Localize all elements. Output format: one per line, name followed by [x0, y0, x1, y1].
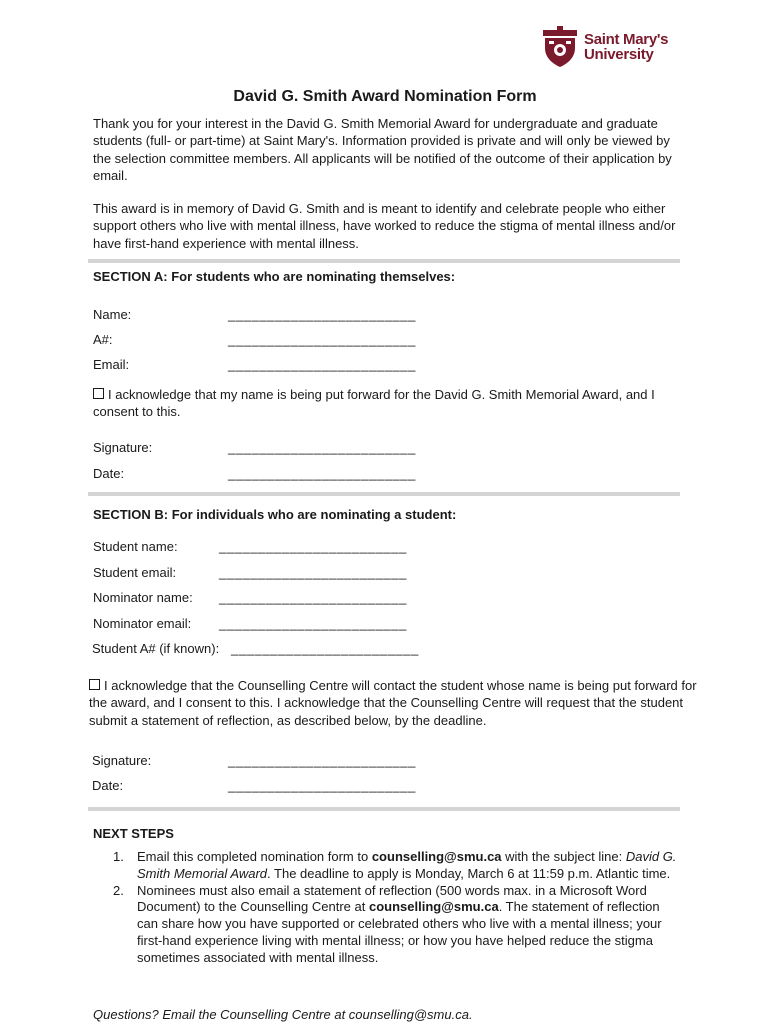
date-label: Date:: [93, 466, 125, 481]
student-a-number-field[interactable]: ________________________: [231, 641, 419, 656]
list-item: [113, 883, 683, 967]
intro-paragraph: Thank you for your interest in the David G. Smith Memorial Award for undergraduate and graduate students (full- or part-time) at Saint Mary's. Information provided is private and will only be viewed by the selection committee members. All applicants will be notified of the outcome of their application by email.: [93, 116, 672, 183]
student-name-field[interactable]: ________________________: [219, 539, 407, 554]
section-a-title: SECTION A: For students who are nominating themselves:: [93, 269, 456, 284]
step-text: Email this completed nomination form to: [137, 849, 372, 864]
nominator-consent-checkbox[interactable]: [89, 679, 100, 690]
student-email-field[interactable]: ________________________: [219, 565, 407, 580]
signature-label: Signature:: [93, 440, 153, 455]
step-text: . The statement of reflection can share how you have supported or celebrated others who live with a mental illness; your first-hand experience living with mental illness; or how you have helped reduce the stigma sometimes associated with mental illness.: [137, 899, 662, 965]
date-field[interactable]: ________________________: [228, 466, 416, 481]
list-item: [113, 849, 683, 883]
step-text: Nominees must also email a statement of reflection (500 words max. in a Microsoft Word Document) to the Counselling Centre at: [137, 882, 647, 915]
email-label: Email:: [93, 357, 130, 372]
self-consent-statement: [93, 386, 688, 421]
signature-field[interactable]: ________________________: [228, 440, 416, 455]
section-b-title: SECTION B: For individuals who are nominating a student:: [93, 507, 457, 522]
memorial-paragraph: This award is in memory of David G. Smith and is meant to identify and celebrate people who either support others who live with mental illness, have worked to reduce the stigma of mental illness and/or have first-hand experience with mental illness.: [93, 201, 676, 251]
student-email-label: Student email:: [93, 565, 177, 580]
self-consent-text: I acknowledge that my name is being put forward for the David G. Smith Memorial Award, and I consent to this.: [93, 387, 655, 420]
logo-line-1: Saint Mary's: [584, 31, 669, 48]
student-name-label: Student name:: [93, 539, 178, 554]
name-label: Name:: [93, 307, 132, 322]
nominator-email-field[interactable]: ________________________: [219, 616, 407, 631]
subject-line-text: David G. Smith Memorial Award: [137, 849, 677, 881]
section-divider: [88, 492, 680, 496]
nominator-signature-label: Signature:: [92, 753, 152, 768]
name-field[interactable]: ________________________: [228, 307, 416, 322]
student-a-number-label: Student A# (if known):: [92, 641, 220, 656]
section-divider: [88, 807, 680, 811]
nominator-email-label: Nominator email:: [93, 616, 192, 631]
section-divider: [88, 259, 680, 263]
nominator-signature-field[interactable]: ________________________: [228, 753, 416, 768]
nominator-consent-text: I acknowledge that the Counselling Centre will contact the student whose name is being put forward for the award, and I consent to this. I acknowledge that the Counselling Centre will request that the student submit a statement of reflection, as described below, by the deadline.: [89, 678, 697, 728]
logo-line-2: University: [584, 46, 654, 63]
step-number: 1.: [113, 849, 124, 864]
nominator-date-label: Date:: [92, 778, 124, 793]
logo-wordmark: [584, 32, 668, 62]
nominator-name-label: Nominator name:: [93, 590, 193, 605]
email-field[interactable]: ________________________: [228, 357, 416, 372]
university-crest-icon: [541, 26, 579, 68]
next-steps-title: NEXT STEPS: [93, 826, 174, 841]
step-text: with the subject line:: [501, 849, 626, 864]
nominator-date-field[interactable]: ________________________: [228, 778, 416, 793]
counselling-email-link[interactable]: counselling@smu.ca: [368, 899, 499, 915]
university-logo: [541, 24, 686, 70]
form-title: David G. Smith Award Nomination Form: [233, 88, 537, 105]
step-text: . The deadline to apply is Monday, March 6 at 11:59 p.m. Atlantic time.: [267, 865, 671, 881]
nominator-name-field[interactable]: ________________________: [219, 590, 407, 605]
counselling-email-link[interactable]: counselling@smu.ca: [371, 849, 502, 864]
a-number-field[interactable]: ________________________: [228, 332, 416, 347]
next-steps-list: [113, 849, 683, 967]
step-number: 2.: [113, 882, 124, 898]
questions-footer: Questions? Email the Counselling Centre at counselling@smu.ca.: [93, 1007, 473, 1022]
self-consent-checkbox[interactable]: [93, 388, 104, 399]
a-number-label: A#:: [93, 332, 113, 347]
nominator-consent-statement: [89, 677, 699, 729]
